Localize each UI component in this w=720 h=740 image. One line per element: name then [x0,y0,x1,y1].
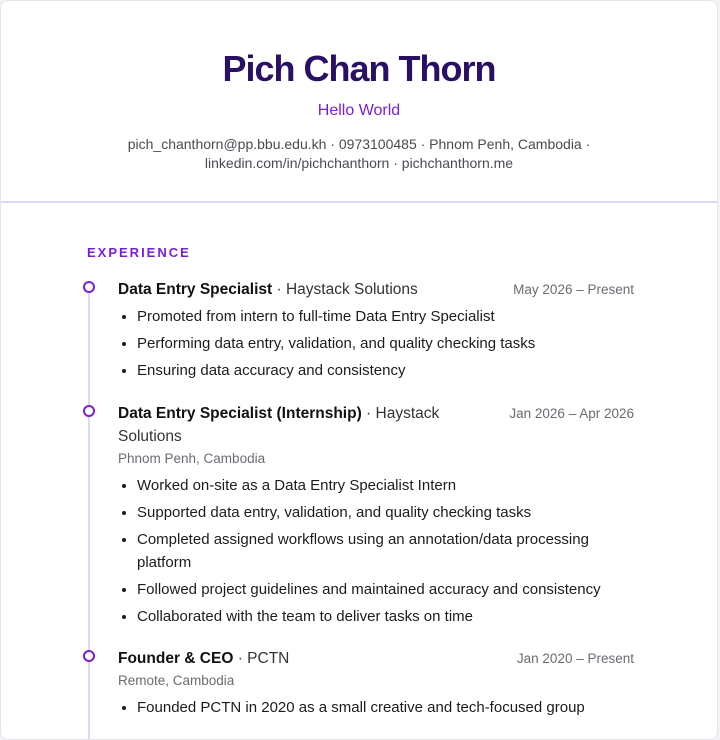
entry-heading [118,647,634,670]
contact-line-1: pich_chanthorn@pp.bbu.edu.kh · 0973100485 · Phnom Penh, Cambodia · [127,136,591,152]
responsibility-list [118,696,634,719]
responsibility-list [118,474,634,628]
timeline-dot-icon [83,650,95,662]
responsibility-item: • Founded PCTN in 2020 as a small creative and tech-focused group [137,696,634,719]
timeline-line [88,283,90,740]
entry-heading [118,278,634,301]
job-role: Founder & CEO [118,650,234,667]
resume-header [1,1,717,203]
responsibility-item: • Performing data entry, validation, and quality checking tasks [137,332,634,355]
experience-entry [118,402,634,632]
heading-separator: · [361,405,376,422]
responsibility-item: • Ensuring data accuracy and consistency [137,359,634,382]
job-location: Remote, Cambodia [118,673,235,688]
job-location: Phnom Penh, Cambodia [118,451,266,466]
experience-entry [118,278,634,386]
headline: Hello World [317,102,401,119]
timeline-dot-icon [83,405,95,417]
job-role: Data Entry Specialist (Internship) [118,405,362,422]
heading-separator: · [233,650,248,667]
experience-section-title: EXPERIENCE [87,245,191,260]
responsibility-item: • Followed project guidelines and maintained accuracy and consistency [137,578,634,601]
experience-entry [118,647,634,723]
heading-separator: · [272,281,286,298]
responsibility-item: • Completed assigned workflows using an annotation/data processing platform [137,528,634,574]
company-name: PCTN [247,650,290,667]
job-dates: Jan 2026 – Apr 2026 [509,406,634,421]
timeline-dot-icon [83,281,95,293]
person-name: Pich Chan Thorn [222,48,496,89]
company-name: Haystack Solutions [285,281,418,298]
job-dates: Jan 2020 – Present [516,651,634,666]
responsibility-item: • Worked on-site as a Data Entry Specialist Intern [137,474,634,497]
job-dates: May 2026 – Present [513,282,634,297]
responsibility-item: • Collaborated with the team to deliver tasks on time [137,605,634,628]
contact-line-2: linkedin.com/in/pichchanthorn · pichchanthorn.me [204,155,514,171]
entry-heading [118,402,634,448]
responsibility-item: • Supported data entry, validation, and quality checking tasks [137,501,634,524]
company-name: Haystack Solutions [118,405,440,445]
contact-info [1,135,717,173]
job-role: Data Entry Specialist [118,281,273,298]
responsibility-item: • Promoted from intern to full-time Data Entry Specialist [137,305,634,328]
responsibility-list [118,305,634,382]
